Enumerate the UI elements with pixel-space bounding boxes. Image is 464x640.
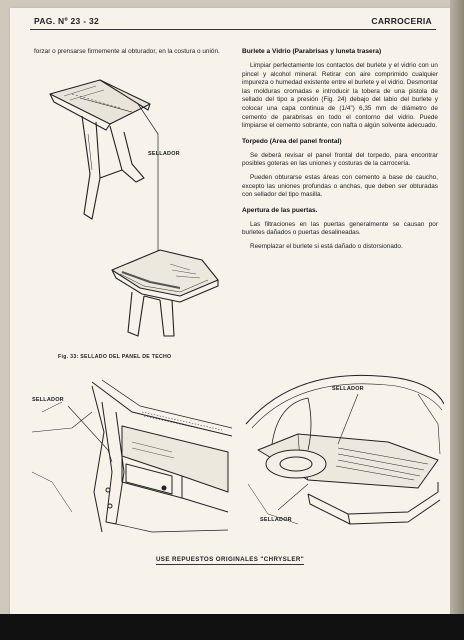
section-title: CARROCERIA [371,16,432,26]
heading-apertura-puertas: Apertura de las puertas. [242,206,318,214]
left-column [34,48,234,57]
heading-burlete-vidrio: Burlete a Vidrio (Parabrisas y luneta trasera) [242,48,382,55]
document-page [10,8,450,614]
label-sellador-roof: SELLADOR [148,151,180,157]
figure-caption: Fig. 33: SELLADO DEL PANEL DE TECHO [58,354,172,360]
label-sellador-trunk-bottom: SELLADOR [260,517,292,523]
label-sellador-torpedo: SELLADOR [32,397,64,403]
paragraph-torpedo-2: Pueden obturarse estas áreas con cemento a base de caucho, excepto las uniones profundas o anchas, que deben ser obturadas con sellador del tipo masilla. [242,173,438,199]
footer-text: USE REPUESTOS ORIGINALES "CHRYSLER" [155,556,305,563]
footer-note [10,556,450,563]
right-column [242,48,438,252]
header-rule [30,29,436,30]
figure-roof-panel [40,74,230,344]
heading-torpedo: Torpedo (Area del panel frontal) [242,137,342,145]
paragraph-puertas-1: Las filtraciones en las puertas generalmente se causan por burletes dañados o puertas desalineadas. [242,220,438,237]
intro-paragraph: forzar o prensarse firmemente al obturador, en la costura o unión. [34,48,220,55]
roof-panel-drawing [40,74,230,344]
page-edge [450,0,464,614]
paragraph-torpedo-1: Se deberá revisar el panel frontal del torpedo, para encontrar posibles goteras en las uniones y costuras de la carrocería. [242,151,438,168]
paragraph-burlete-vidrio: Limpiar perfectamente los contactos del burlete y el vidrio con un pincel y alcohol mineral. Retirar con aire comprimido cualquier impureza o humedad existente entre el burlete y el vidrio. Desmontar las molduras cromadas e introducir la tobera de una pistola de sellado del tipo a presión (Fig. 24) debajo del labio del burlete y colocar una capa continua de (1/4") 6,35 mm de diámetro de cemento de parabrisas en todo el contorno del vidrio. Puede limpiarse el cemento sobrante, con nafta o algún solvente adecuado. [242,62,438,130]
paragraph-puertas-2: Reemplazar el burlete si está dañado o distorsionado. [250,242,403,250]
scan-border [0,614,464,640]
label-sellador-trunk-top: SELLADOR [332,386,364,392]
page-number: PAG. Nº 23 - 32 [34,16,100,26]
